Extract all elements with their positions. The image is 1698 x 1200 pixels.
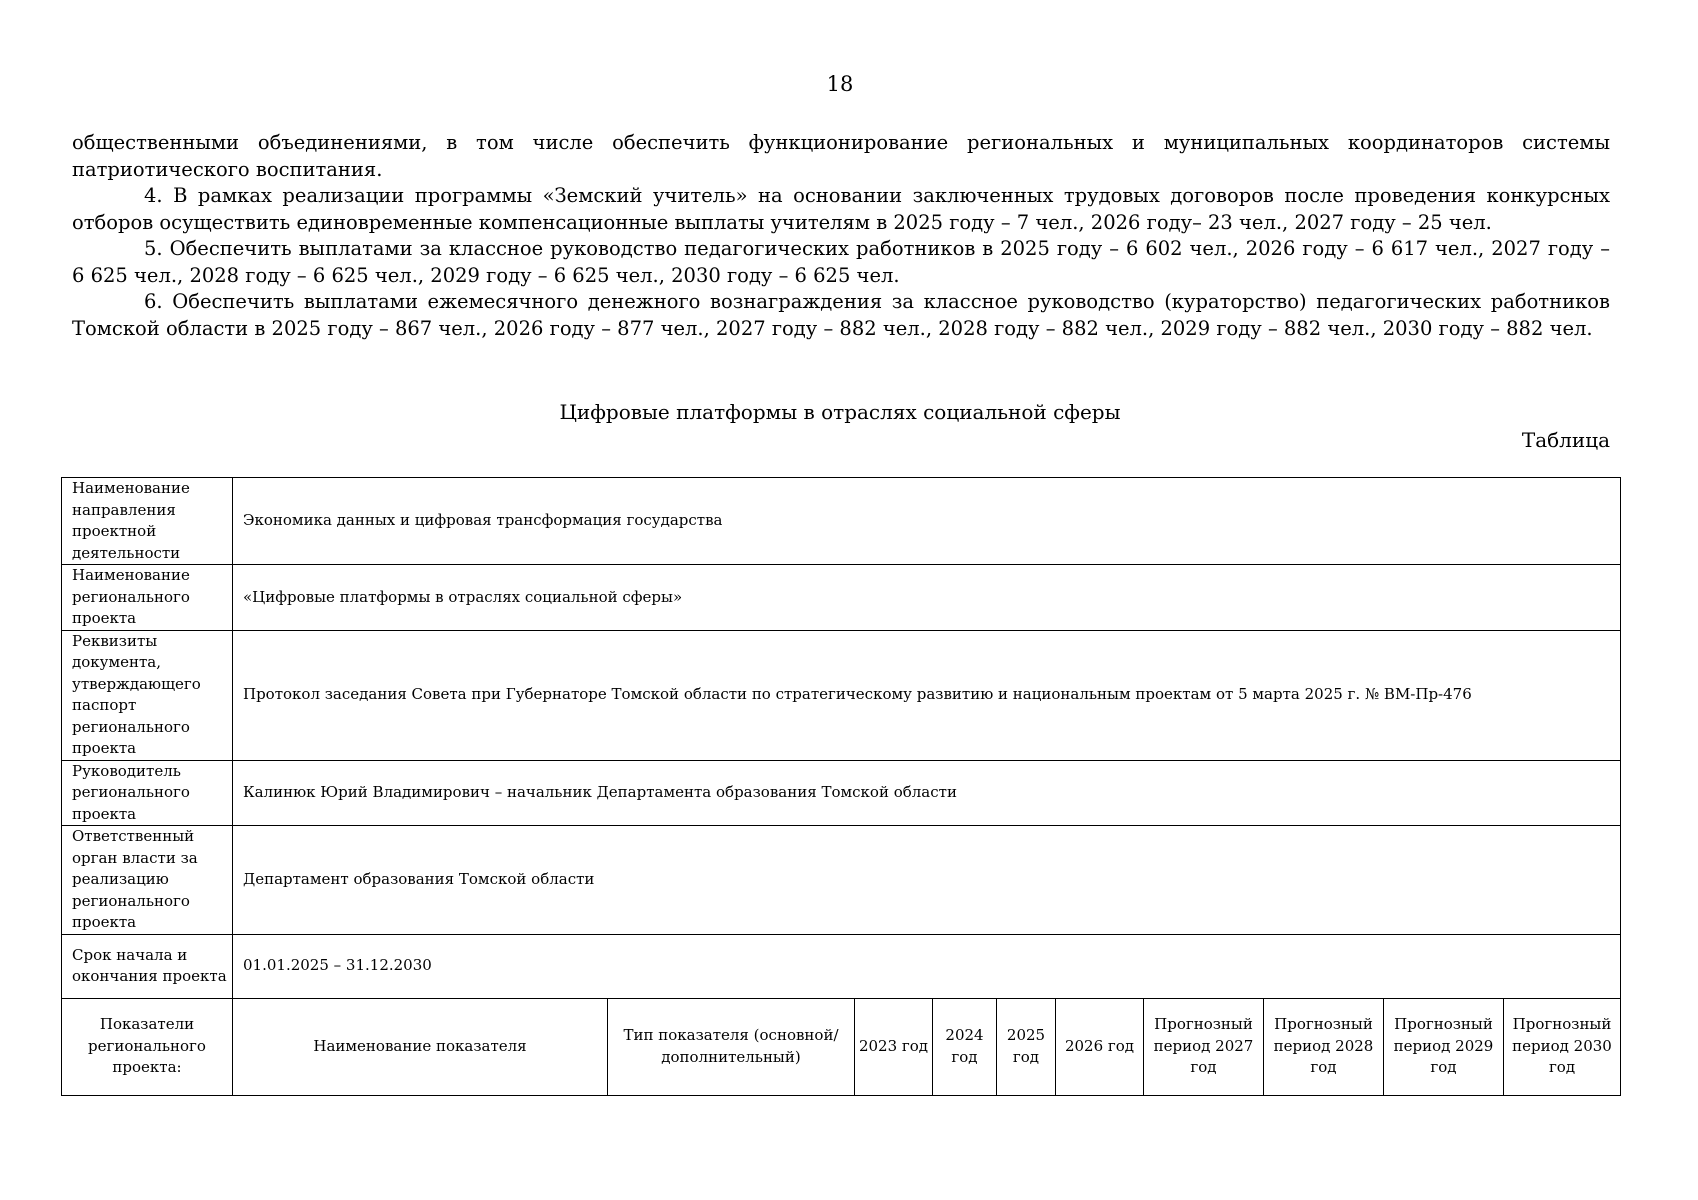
indicators-label: Показатели регионального проекта: — [62, 998, 233, 1095]
body-text — [72, 130, 1610, 342]
table-row — [62, 934, 1621, 998]
row-label-direction: Наименование направления проектной деятельности — [62, 478, 233, 565]
row-value-head: Калинюк Юрий Владимирович – начальник Департамента образования Томской области — [233, 760, 1621, 826]
paragraph-item-5: 5. Обеспечить выплатами за классное руководство педагогических работников в 2025 году – 6 602 чел., 2026 году – 6 617 чел., 2027 году – 6 625 чел., 2028 году – 6 625 чел., 2029 году – 6 625 чел., 2030 году – 6 625 чел. — [72, 237, 1610, 287]
indicator-type-header: Тип показателя (основной/дополнительный) — [608, 998, 855, 1095]
project-passport-table — [61, 477, 1621, 1096]
forecast-2029-header: Прогнозный период 2029 год — [1384, 998, 1504, 1095]
row-value-direction: Экономика данных и цифровая трансформация государства — [233, 478, 1621, 565]
paragraph-item-6: 6. Обеспечить выплатами ежемесячного денежного вознаграждения за классное руководство (кураторство) педагогических работников Томской области в 2025 году – 867 чел., 2026 году – 877 чел., 2027 году – 882 чел., 2028 году – 882 чел., 2029 году – 882 чел., 2030 году – 882 чел. — [72, 290, 1610, 340]
row-value-term: 01.01.2025 – 31.12.2030 — [233, 934, 1621, 998]
forecast-2027-header: Прогнозный период 2027 год — [1144, 998, 1264, 1095]
row-label-head: Руководитель регионального проекта — [62, 760, 233, 826]
table-row — [62, 826, 1621, 935]
table-row — [62, 760, 1621, 826]
section-title: Цифровые платформы в отраслях социальной сферы — [559, 400, 1121, 424]
row-value-project-name: «Цифровые платформы в отраслях социальной сферы» — [233, 565, 1621, 631]
forecast-2030-header: Прогнозный период 2030 год — [1504, 998, 1621, 1095]
table-row — [62, 478, 1621, 565]
row-label-document: Реквизиты документа, утверждающего паспорт регионального проекта — [62, 630, 233, 760]
year-2025-header: 2025 год — [997, 998, 1056, 1095]
paragraph-item-4: 4. В рамках реализации программы «Земский учитель» на основании заключенных трудовых договоров после проведения конкурсных отборов осуществить единовременные компенсационные выплаты учителям в 2025 году – 7 чел., 2026 году– 23 чел., 2027 году – 25 чел. — [72, 184, 1610, 234]
table-row — [62, 630, 1621, 760]
row-label-responsible: Ответственный орган власти за реализацию регионального проекта — [62, 826, 233, 935]
row-value-responsible: Департамент образования Томской области — [233, 826, 1621, 935]
year-2024-header: 2024 год — [933, 998, 997, 1095]
table-row — [62, 565, 1621, 631]
row-label-project-name: Наименование регионального проекта — [62, 565, 233, 631]
row-value-document: Протокол заседания Совета при Губернаторе Томской области по стратегическому развитию и национальным проектам от 5 марта 2025 г. № ВМ-Пр-476 — [233, 630, 1621, 760]
indicator-header-row — [62, 998, 1621, 1095]
year-2023-header: 2023 год — [855, 998, 933, 1095]
page-number: 18 — [826, 72, 854, 96]
indicator-name-header: Наименование показателя — [233, 998, 608, 1095]
row-label-term: Срок начала и окончания проекта — [62, 934, 233, 998]
forecast-2028-header: Прогнозный период 2028 год — [1264, 998, 1384, 1095]
table-label: Таблица — [1521, 428, 1610, 452]
paragraph-continuation: общественными объединениями, в том числе обеспечить функционирование региональных и муниципальных координаторов системы патриотического воспитания. — [72, 131, 1610, 181]
year-2026-header: 2026 год — [1056, 998, 1144, 1095]
